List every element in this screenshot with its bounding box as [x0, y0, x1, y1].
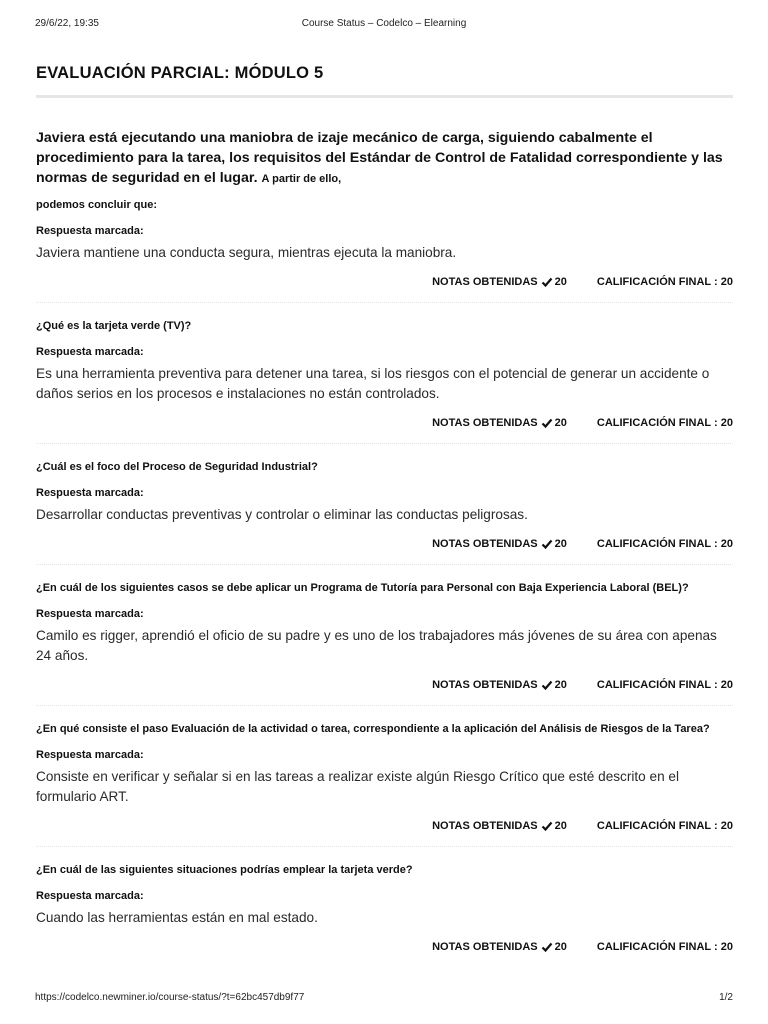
calificacion-final: [597, 417, 733, 429]
calif-value: 20: [720, 679, 733, 691]
question-item: [36, 458, 733, 565]
notas-obtenidas: [432, 538, 567, 550]
calif-label: CALIFICACIÓN FINAL :: [596, 941, 718, 953]
check-icon: [541, 820, 553, 832]
calificacion-final: [597, 538, 733, 550]
page-number: 1/2: [719, 992, 733, 1003]
print-url-link[interactable]: https://codelco.newminer.io/course-status/?t=62bc457db9f77: [35, 992, 305, 1003]
answer-label: Respuesta marcada:: [36, 346, 144, 358]
answer-label: Respuesta marcada:: [36, 749, 144, 761]
score-row: [36, 415, 733, 431]
calif-label: CALIFICACIÓN FINAL :: [596, 276, 718, 288]
calif-label: CALIFICACIÓN FINAL :: [596, 538, 718, 550]
calificacion-final: [597, 679, 733, 691]
answer-text: Desarrollar conductas preventivas y controlar o eliminar las conductas peligrosas.: [36, 507, 528, 522]
answer-text: Consiste en verificar y señalar si en las tareas a realizar existe algún Riesgo Crítico que esté descrito en el formulario ART.: [36, 769, 679, 804]
check-icon: [541, 276, 553, 288]
notas-obtenidas: [432, 941, 567, 953]
question-text: ¿En cuál de los siguientes casos se debe aplicar un Programa de Tutoría para Personal con Baja Experiencia Laboral (BEL)?: [36, 582, 689, 594]
notas-value: 20: [554, 538, 567, 550]
question-list: [36, 128, 733, 981]
notas-obtenidas: [432, 820, 567, 832]
score-row: [36, 939, 733, 955]
calif-label: CALIFICACIÓN FINAL :: [596, 820, 718, 832]
notas-obtenidas: [432, 679, 567, 691]
question-item: [36, 128, 733, 303]
check-icon: [541, 679, 553, 691]
notas-label: NOTAS OBTENIDAS: [432, 941, 538, 953]
calificacion-final: [597, 820, 733, 832]
notas-label: NOTAS OBTENIDAS: [432, 820, 538, 832]
notas-label: NOTAS OBTENIDAS: [432, 679, 538, 691]
answer-text: Es una herramienta preventiva para detener una tarea, si los riesgos con el potencial de generar un accidente o daños serios en los procesos e instalaciones no están controlados.: [36, 366, 710, 401]
print-date: 29/6/22, 19:35: [35, 18, 99, 29]
check-icon: [541, 417, 553, 429]
notas-value: 20: [554, 417, 567, 429]
calif-value: 20: [720, 820, 733, 832]
question-item: [36, 861, 733, 967]
answer-label: Respuesta marcada:: [36, 487, 144, 499]
notas-value: 20: [554, 941, 567, 953]
calif-value: 20: [720, 941, 733, 953]
answer-label: Respuesta marcada:: [36, 890, 144, 902]
notas-label: NOTAS OBTENIDAS: [432, 538, 538, 550]
answer-label: Respuesta marcada:: [36, 608, 144, 620]
calificacion-final: [597, 276, 733, 288]
calif-value: 20: [720, 276, 733, 288]
question-text: [36, 128, 733, 188]
question-text: ¿Qué es la tarjeta verde (TV)?: [36, 320, 192, 332]
title-divider: [36, 95, 733, 98]
answer-text: Javiera mantiene una conducta segura, mientras ejecuta la maniobra.: [36, 245, 457, 260]
calif-value: 20: [720, 538, 733, 550]
question-text: ¿En cuál de las siguientes situaciones podrías emplear la tarjeta verde?: [36, 864, 413, 876]
notas-value: 20: [554, 679, 567, 691]
check-icon: [541, 941, 553, 953]
question-continuation: podemos concluir que:: [36, 199, 158, 211]
score-row: [36, 677, 733, 693]
calif-label: CALIFICACIÓN FINAL :: [596, 679, 718, 691]
question-lead-tail: A partir de ello,: [261, 173, 342, 185]
score-row: [36, 818, 733, 834]
calif-value: 20: [720, 417, 733, 429]
calificacion-final: [597, 941, 733, 953]
page-title: EVALUACIÓN PARCIAL: MÓDULO 5: [36, 64, 324, 82]
answer-text: Cuando las herramientas están en mal estado.: [36, 910, 318, 925]
notas-value: 20: [554, 276, 567, 288]
print-title: Course Status – Codelco – Elearning: [301, 18, 467, 29]
notas-label: NOTAS OBTENIDAS: [432, 276, 538, 288]
score-row: [36, 536, 733, 552]
notas-obtenidas: [432, 276, 567, 288]
question-lead: Javiera está ejecutando una maniobra de izaje mecánico de carga, siguiendo cabalmente el procedimiento para la tarea, los requisitos del Estándar de Control de Fatalidad correspondiente y las normas de seguridad en el lugar.: [36, 130, 723, 186]
question-text: ¿En qué consiste el paso Evaluación de la actividad o tarea, correspondiente a la aplicación del Análisis de Riesgos de la Tarea?: [36, 723, 710, 735]
score-row: [36, 274, 733, 290]
answer-label: Respuesta marcada:: [36, 225, 144, 237]
question-item: [36, 317, 733, 444]
notas-label: NOTAS OBTENIDAS: [432, 417, 538, 429]
calif-label: CALIFICACIÓN FINAL :: [596, 417, 718, 429]
question-item: [36, 579, 733, 706]
answer-text: Camilo es rigger, aprendió el oficio de su padre y es uno de los trabajadores más jóvenes de su área con apenas 24 años.: [36, 628, 717, 663]
question-item: [36, 720, 733, 847]
question-text: ¿Cuál es el foco del Proceso de Seguridad Industrial?: [36, 461, 318, 473]
check-icon: [541, 538, 553, 550]
notas-value: 20: [554, 820, 567, 832]
notas-obtenidas: [432, 417, 567, 429]
